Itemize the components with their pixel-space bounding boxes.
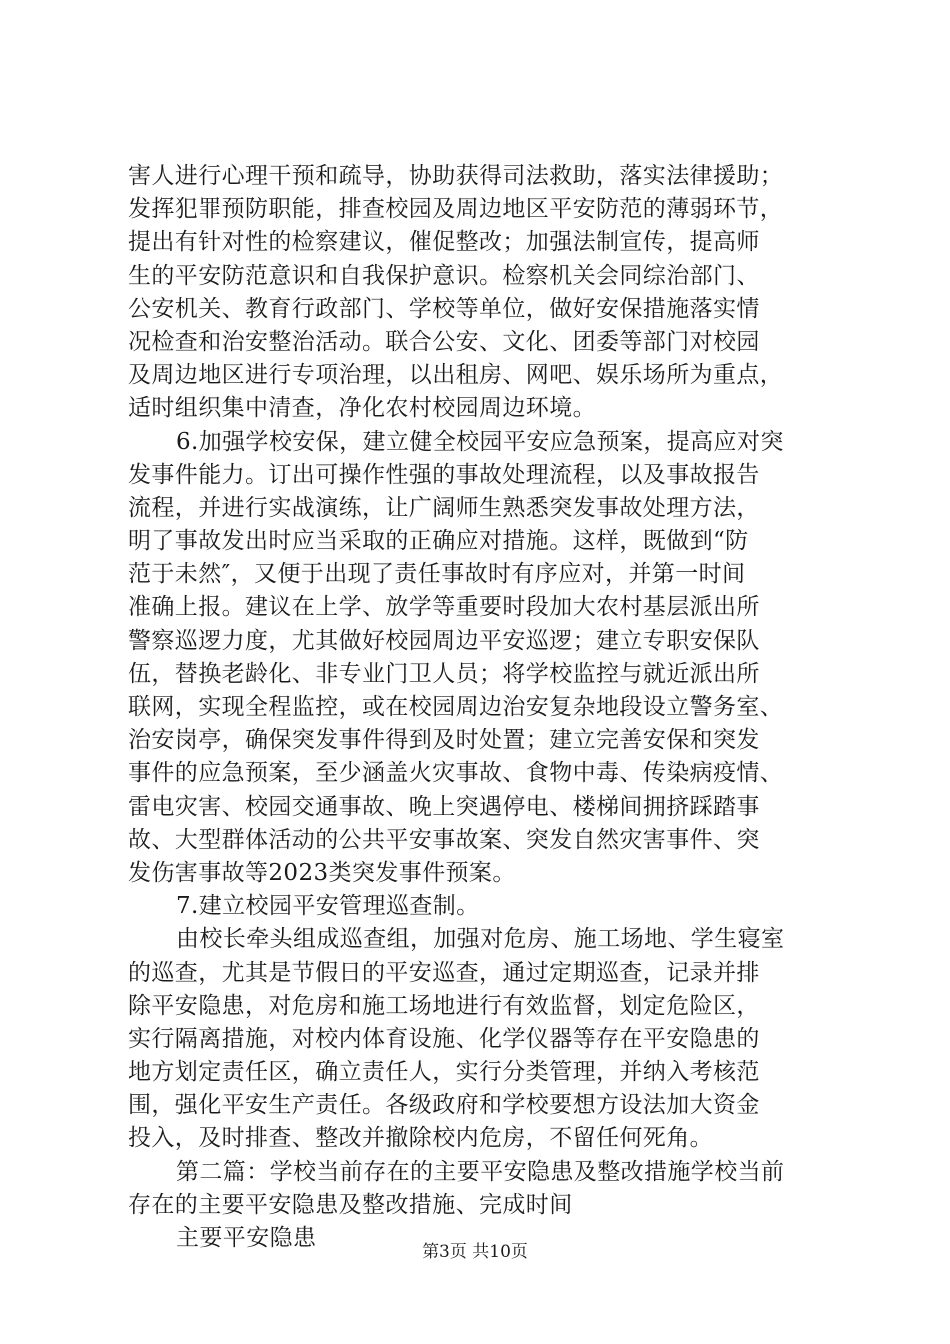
text-line: 雷电灾害、校园交通事故、晚上突遇停电、楼梯间拥挤踩踏事 xyxy=(128,793,760,820)
text-line: 6.加强学校安保，建立健全校园平安应急预案，提高应对突 xyxy=(176,428,784,455)
text-line: 事件的应急预案，至少涵盖火灾事故、食物中毒、传染病疫情、 xyxy=(128,760,784,787)
text-line: 范于未然″，又便于出现了责任事故时有序应对，并第一时间 xyxy=(128,561,746,588)
text-line: 伍，替换老龄化、非专业门卫人员；将学校监控与就近派出所 xyxy=(128,660,760,687)
text-line: 联网，实现全程监控，或在校园周边治安复杂地段设立警务室、 xyxy=(128,694,784,720)
text-line: 第二篇：学校当前存在的主要平安隐患及整改措施学校当前 xyxy=(176,1158,785,1185)
text-line: 治安岗亭，确保突发事件得到及时处置；建立完善安保和突发 xyxy=(128,727,760,754)
text-line: 地方划定责任区，确立责任人，实行分类管理，并纳入考核范 xyxy=(128,1059,760,1086)
text-line: 适时组织集中清查，净化农村校园周边环境。 xyxy=(128,395,596,422)
text-line: 的巡查，尤其是节假日的平安巡查，通过定期巡查，记录并排 xyxy=(128,959,760,986)
text-line: 发伤害事故等2023类突发事件预案。 xyxy=(128,859,516,886)
body-text xyxy=(128,160,852,1255)
text-line: 由校长牵头组成巡查组，加强对危房、施工场地、学生寝室 xyxy=(176,926,785,953)
text-line: 7.建立校园平安管理巡查制。 xyxy=(176,893,480,920)
text-line: 公安机关、教育行政部门、学校等单位，做好安保措施落实情 xyxy=(128,295,760,322)
text-line: 准确上报。建议在上学、放学等重要时段加大农村基层派出所 xyxy=(128,594,760,621)
text-line: 围，强化平安生产责任。各级政府和学校要想方设法加大资金 xyxy=(128,1092,760,1119)
text-line: 主要平安隐患 xyxy=(176,1225,317,1251)
text-line: 发挥犯罪预防职能，排查校园及周边地区平安防范的薄弱环节， xyxy=(128,196,784,223)
text-line: 流程，并进行实战演练，让广阔师生熟悉突发事故处理方法， xyxy=(128,494,760,521)
text-line: 生的平安防范意识和自我保护意识。检察机关会同综治部门、 xyxy=(128,262,760,289)
text-line: 况检查和治安整治活动。联合公安、文化、团委等部门对校园 xyxy=(128,328,760,355)
text-line: 除平安隐患，对危房和施工场地进行有效监督，划定危险区， xyxy=(128,992,760,1019)
text-line: 警察巡逻力度，尤其做好校园周边平安巡逻；建立专职安保队 xyxy=(128,627,760,654)
page-footer: 第3页 共10页 xyxy=(422,1242,528,1262)
text-line: 害人进行心理干预和疏导，协助获得司法救助，落实法律援助； xyxy=(128,163,784,189)
text-line: 明了事故发出时应当采取的正确应对措施。这样，既做到“防 xyxy=(128,528,749,555)
text-line: 及周边地区进行专项治理，以出租房、网吧、娱乐场所为重点， xyxy=(128,362,784,389)
text-line: 实行隔离措施，对校内体育设施、化学仪器等存在平安隐患的 xyxy=(128,1025,760,1052)
text-line: 投入，及时排查、整改并撤除校内危房，不留任何死角。 xyxy=(128,1125,713,1152)
text-line: 故、大型群体活动的公共平安事故案、突发自然灾害事件、突 xyxy=(128,826,760,853)
text-line: 提出有针对性的检察建议，催促整改；加强法制宣传，提高师 xyxy=(128,229,760,256)
text-line: 发事件能力。订出可操作性强的事故处理流程，以及事故报告 xyxy=(128,461,760,488)
text-line: 存在的主要平安隐患及整改措施、完成时间 xyxy=(128,1191,573,1218)
